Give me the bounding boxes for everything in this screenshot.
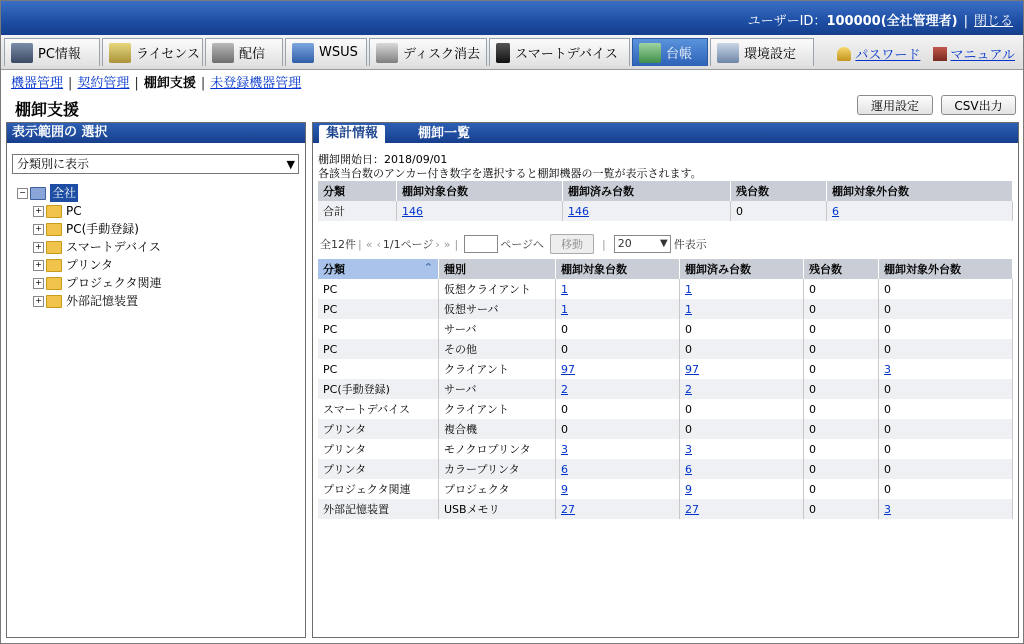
tab-label: ライセンス [136, 47, 200, 62]
tree-node-label: 外部記憶装置 [66, 294, 139, 308]
cell: 0 [804, 359, 879, 379]
cell: PC [318, 319, 439, 339]
column-header-label: 分類 [323, 263, 345, 276]
chevron-down-icon: ▼ [660, 238, 668, 249]
key-icon [837, 47, 851, 61]
cell: クライアント [439, 399, 556, 419]
cell [556, 479, 680, 499]
summary-table [318, 181, 1013, 221]
column-header: 棚卸済み台数 [563, 181, 731, 201]
cell: 0 [879, 379, 1013, 399]
goto-page-label: ページへ [500, 238, 544, 251]
pager [320, 233, 1013, 255]
tab-label: WSUS [319, 45, 358, 60]
cell: 0 [879, 419, 1013, 439]
tree-node-label: PC [66, 204, 82, 218]
table-row [318, 479, 1013, 499]
per-page-label: 件表示 [673, 238, 707, 251]
count-link[interactable]: 3 [685, 442, 692, 456]
inventory-panel [312, 122, 1019, 638]
cell: 0 [556, 419, 680, 439]
separator: | [963, 14, 968, 29]
delivery-icon [212, 43, 234, 63]
building-icon [30, 187, 46, 200]
table-row [318, 319, 1013, 339]
count-link[interactable]: 3 [884, 362, 891, 376]
cell [556, 359, 680, 379]
cell: 合計 [318, 201, 397, 221]
cell: 0 [556, 319, 680, 339]
breadcrumb-unregistered-devices[interactable]: 未登録機器管理 [210, 76, 302, 91]
count-link[interactable]: 1 [685, 282, 692, 296]
cell [556, 379, 680, 399]
cell: 0 [804, 419, 879, 439]
cell: 0 [804, 459, 879, 479]
cell: 0 [879, 279, 1013, 299]
cell [680, 439, 804, 459]
cell [879, 499, 1013, 519]
cell [556, 279, 680, 299]
cell [563, 201, 731, 221]
cell [680, 359, 804, 379]
column-header: 分類 [318, 181, 397, 201]
count-link[interactable]: 146 [568, 204, 589, 218]
last-page-icon: » [443, 237, 451, 251]
view-mode-select[interactable] [12, 154, 299, 174]
tree-node-label: スマートデバイス [66, 240, 161, 254]
wsus-icon [292, 43, 314, 63]
cell: 0 [804, 319, 879, 339]
count-link[interactable]: 2 [561, 382, 568, 396]
tab-delivery[interactable] [205, 38, 283, 66]
csv-export-button[interactable]: CSV出力 [941, 95, 1016, 115]
column-header: 棚卸対象台数 [397, 181, 563, 201]
count-link[interactable]: 2 [685, 382, 692, 396]
cell [680, 279, 804, 299]
cell: USBメモリ [439, 499, 556, 519]
cell: 0 [879, 479, 1013, 499]
breadcrumb: 機器管理 | 契約管理 | 棚卸支援 | 未登録機器管理 [11, 76, 302, 91]
tree-node-label: プリンタ [66, 258, 114, 272]
separator: | [601, 237, 606, 251]
inventory-tab-bar [313, 123, 1018, 143]
tree-node-label: PC(手動登録) [66, 222, 139, 236]
count-link[interactable]: 6 [832, 204, 839, 218]
cell: 仮想サーバ [439, 299, 556, 319]
cell: PC [318, 279, 439, 299]
cell: クライアント [439, 359, 556, 379]
cell [556, 439, 680, 459]
tab-label: PC情報 [38, 47, 81, 62]
password-link[interactable]: パスワード [855, 48, 921, 63]
cell [397, 201, 563, 221]
manual-icon [933, 47, 947, 61]
pc-icon [11, 43, 33, 63]
cell [879, 359, 1013, 379]
cell: 0 [879, 459, 1013, 479]
first-page-icon: « [365, 237, 373, 251]
breadcrumb-current: 棚卸支援 [143, 76, 196, 91]
column-header: 残台数 [731, 181, 827, 201]
tab-disk-erase[interactable] [369, 38, 487, 66]
cell: 複合機 [439, 419, 556, 439]
cell: プロジェクタ関連 [318, 479, 439, 499]
tab-label: 台帳 [666, 47, 693, 62]
table-row [318, 359, 1013, 379]
cell: カラープリンタ [439, 459, 556, 479]
table-row [318, 459, 1013, 479]
per-page-value: 20 [617, 237, 632, 250]
cell [680, 379, 804, 399]
folder-icon [46, 241, 62, 254]
cell: 外部記憶装置 [318, 499, 439, 519]
table-row [318, 339, 1013, 359]
header-links [837, 44, 1015, 63]
column-header: 残台数 [804, 259, 879, 279]
column-header-sorted[interactable] [318, 259, 439, 279]
tab-ledger[interactable] [632, 38, 708, 66]
page-indicator: 1/1ページ [382, 238, 434, 251]
expand-icon[interactable]: + [33, 206, 44, 217]
move-button[interactable]: 移動 [550, 234, 594, 254]
cell: 0 [804, 479, 879, 499]
folder-icon [46, 259, 62, 272]
tree-node-smart-device[interactable] [17, 238, 162, 256]
cell: スマートデバイス [318, 399, 439, 419]
cell: サーバ [439, 319, 556, 339]
tree-node-projector[interactable] [17, 274, 162, 292]
tab-pc-info[interactable] [4, 38, 100, 66]
breadcrumb-device-management[interactable]: 機器管理 [11, 76, 64, 91]
cell: 0 [879, 399, 1013, 419]
cell: PC [318, 339, 439, 359]
tab-inventory-list[interactable]: 棚卸一覧 [418, 126, 471, 141]
folder-icon [46, 295, 62, 308]
manual-link[interactable]: マニュアル [950, 48, 1015, 63]
page-title: 棚卸支援 [15, 100, 80, 119]
column-header: 棚卸済み台数 [680, 259, 804, 279]
cell: 0 [680, 319, 804, 339]
count-link[interactable]: 6 [685, 462, 692, 476]
column-header: 種別 [439, 259, 556, 279]
count-link[interactable]: 27 [685, 502, 699, 516]
operation-settings-button[interactable]: 運用設定 [857, 95, 933, 115]
per-page-select[interactable] [614, 235, 671, 253]
cell: サーバ [439, 379, 556, 399]
cell: 0 [556, 339, 680, 359]
folder-icon [46, 277, 62, 290]
table-row [318, 279, 1013, 299]
tab-summary[interactable]: 集計情報 [319, 125, 385, 143]
top-bar [1, 1, 1023, 35]
cell [680, 459, 804, 479]
expand-icon[interactable]: + [33, 260, 44, 271]
summary-content [318, 153, 1013, 519]
tab-label: ディスク消去 [403, 47, 480, 62]
tab-wsus[interactable] [285, 38, 367, 66]
count-link[interactable]: 1 [561, 302, 568, 316]
separator: | [454, 237, 459, 251]
count-link[interactable]: 3 [884, 502, 891, 516]
count-link[interactable]: 9 [561, 482, 568, 496]
cell: 0 [556, 399, 680, 419]
detail-table [318, 259, 1013, 519]
cell [680, 499, 804, 519]
count-link[interactable]: 146 [402, 204, 423, 218]
count-link[interactable]: 97 [561, 362, 575, 376]
cell [556, 499, 680, 519]
table-row [318, 379, 1013, 399]
user-id-value: 100000(全社管理者) [826, 14, 958, 29]
folder-icon [46, 223, 62, 236]
summary-row [318, 201, 1013, 221]
count-link[interactable]: 6 [561, 462, 568, 476]
cell: 0 [680, 399, 804, 419]
sort-asc-icon: ⌃ [423, 261, 433, 274]
cell: 0 [680, 339, 804, 359]
cell: 0 [879, 339, 1013, 359]
table-row [318, 419, 1013, 439]
detail-table-body [318, 279, 1013, 519]
breadcrumb-contract-management[interactable]: 契約管理 [77, 76, 130, 91]
count-link[interactable]: 1 [561, 282, 568, 296]
cell: プリンタ [318, 459, 439, 479]
count-link[interactable]: 9 [685, 482, 692, 496]
expand-icon[interactable]: + [33, 242, 44, 253]
cell [556, 459, 680, 479]
table-row [318, 299, 1013, 319]
tab-license[interactable] [102, 38, 203, 66]
cell: 0 [804, 299, 879, 319]
cell: プリンタ [318, 439, 439, 459]
page-number-input[interactable] [464, 235, 498, 253]
prev-page-icon: ‹ [376, 237, 381, 251]
tab-label: スマートデバイス [515, 47, 618, 62]
user-info [748, 10, 1013, 29]
logout-link[interactable]: 閉じる [973, 14, 1013, 29]
cell: 0 [879, 319, 1013, 339]
cell: PC [318, 299, 439, 319]
separator: | [358, 237, 362, 251]
chevron-down-icon: ▼ [286, 158, 295, 171]
table-row [318, 439, 1013, 459]
hint-text: 各該当台数のアンカー付き数字を選択すると棚卸機器の一覧が表示されます。 [318, 167, 702, 180]
next-page-icon: › [435, 237, 440, 251]
tree-node-all[interactable] [17, 184, 162, 202]
view-mode-value: 分類別に表示 [17, 157, 90, 171]
tree-node-pc[interactable] [17, 202, 162, 220]
cell: 0 [804, 379, 879, 399]
tools-icon [717, 43, 739, 63]
cell: 0 [879, 439, 1013, 459]
cell: 0 [804, 439, 879, 459]
user-id-label: ユーザーID： [747, 14, 827, 29]
tree-node-label: 全社 [52, 186, 77, 200]
cell: その他 [439, 339, 556, 359]
cell [680, 299, 804, 319]
category-tree [17, 184, 162, 310]
cell: 0 [804, 339, 879, 359]
table-row [318, 499, 1013, 519]
count-link[interactable]: 27 [561, 502, 575, 516]
cell: プロジェクタ [439, 479, 556, 499]
cell [827, 201, 1013, 221]
folder-icon [46, 205, 62, 218]
cell: 仮想クライアント [439, 279, 556, 299]
cell: モノクロプリンタ [439, 439, 556, 459]
cell: 0 [804, 399, 879, 419]
column-header: 棚卸対象台数 [556, 259, 680, 279]
count-link[interactable]: 97 [685, 362, 699, 376]
cell [556, 299, 680, 319]
tab-label: 環境設定 [744, 47, 797, 62]
column-header: 棚卸対象外台数 [879, 259, 1013, 279]
cell [680, 479, 804, 499]
cell: PC(手動登録) [318, 379, 439, 399]
disk-erase-icon [376, 43, 398, 63]
cell: PC [318, 359, 439, 379]
tree-node-external-storage[interactable] [17, 292, 162, 310]
tree-node-printer[interactable] [17, 256, 162, 274]
cell: 0 [680, 419, 804, 439]
main-tab-bar [1, 35, 1023, 70]
tab-label: 配信 [239, 47, 266, 62]
cell: 0 [731, 201, 827, 221]
expand-icon[interactable]: + [33, 296, 44, 307]
license-icon [109, 43, 131, 63]
count-link[interactable]: 3 [561, 442, 568, 456]
tree-node-label: プロジェクタ関連 [66, 276, 162, 290]
table-row [318, 399, 1013, 419]
start-date-text: 棚卸開始日：2018/09/01 [318, 153, 448, 166]
total-count: 全12件 [320, 238, 356, 251]
tab-smart-device[interactable] [489, 38, 630, 66]
scope-panel-title: 表示範囲の 選択 [7, 123, 305, 143]
ledger-icon [639, 43, 661, 63]
collapse-icon[interactable]: − [17, 188, 28, 199]
cell: 0 [879, 299, 1013, 319]
tree-node-pc-manual[interactable] [17, 220, 162, 238]
smartphone-icon [496, 43, 510, 63]
column-header: 棚卸対象外台数 [827, 181, 1013, 201]
tab-settings[interactable] [710, 38, 814, 66]
expand-icon[interactable]: + [33, 278, 44, 289]
cell: 0 [804, 499, 879, 519]
expand-icon[interactable]: + [33, 224, 44, 235]
scope-panel [6, 122, 306, 638]
count-link[interactable]: 1 [685, 302, 692, 316]
cell: プリンタ [318, 419, 439, 439]
cell: 0 [804, 279, 879, 299]
